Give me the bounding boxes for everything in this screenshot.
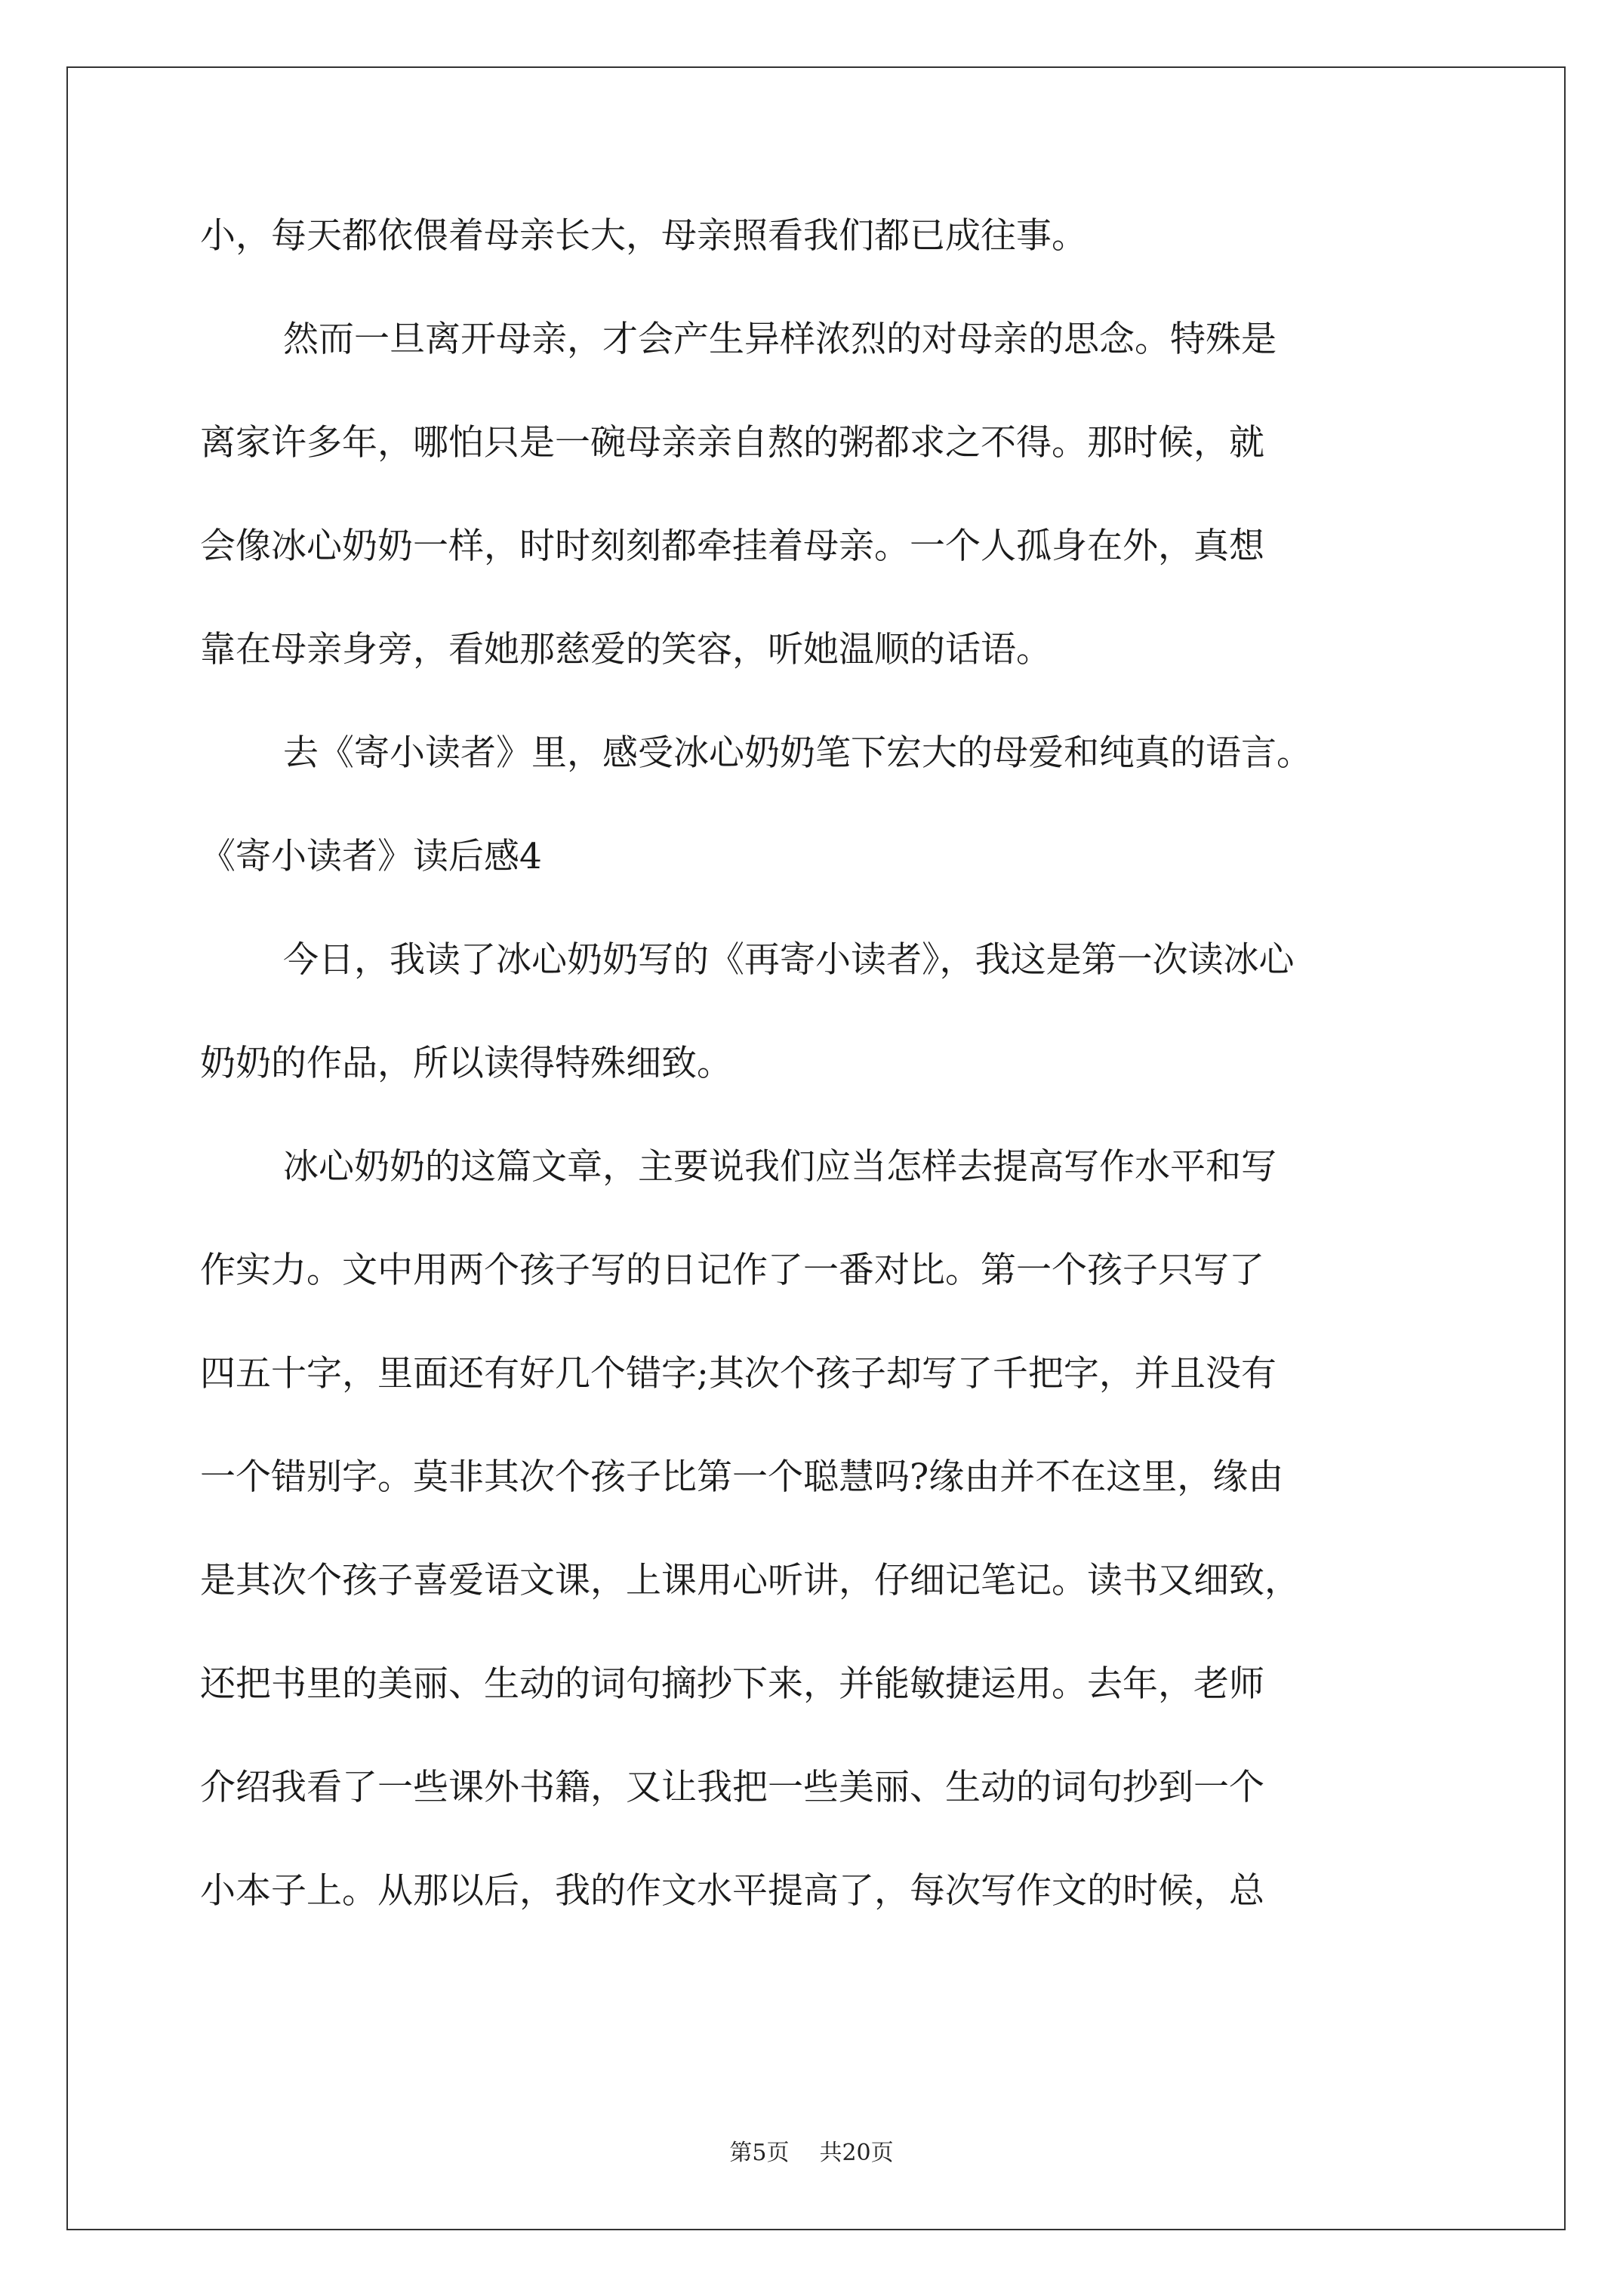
text-line: 一个错别字。莫非其次个孩子比第一个聪慧吗?缘由并不在这里，缘由 [200, 1456, 1284, 1498]
text-line: 作实力。文中用两个孩子写的日记作了一番对比。第一个孩子只写了 [200, 1250, 1264, 1291]
text-line: 介绍我看了一些课外书籍，又让我把一些美丽、生动的词句抄到一个 [200, 1767, 1264, 1808]
text-line: 靠在母亲身旁，看她那慈爱的笑容，听她温顺的话语。 [200, 629, 1052, 670]
page-number: 第5页 [729, 2140, 790, 2166]
text-line: 今日，我读了冰心奶奶写的《再寄小读者》，我这是第一次读冰心 [283, 939, 1295, 981]
page-footer [0, 2138, 1623, 2168]
text-line: 小，每天都依偎着母亲长大，母亲照看我们都已成往事。 [200, 215, 1087, 257]
text-line: 还把书里的美丽、生动的词句摘抄下来，并能敏捷运用。去年，老师 [200, 1663, 1264, 1705]
text-line: 冰心奶奶的这篇文章，主要说我们应当怎样去提高写作水平和写 [283, 1146, 1277, 1188]
text-line: 小本子上。从那以后，我的作文水平提高了，每次写作文的时候，总 [200, 1870, 1264, 1912]
document-body [200, 214, 1438, 1972]
text-line: 离家许多年，哪怕只是一碗母亲亲自熬的粥都求之不得。那时候，就 [200, 422, 1264, 464]
text-line: 去《寄小读者》里，感受冰心奶奶笔下宏大的母爱和纯真的语言。 [283, 732, 1312, 774]
text-line: 会像冰心奶奶一样，时时刻刻都牵挂着母亲。一个人孤身在外，真想 [200, 525, 1264, 567]
text-line: 《寄小读者》读后感4 [200, 836, 542, 877]
page-total: 共20页 [819, 2140, 894, 2166]
text-line: 是其次个孩子喜爱语文课，上课用心听讲，仔细记笔记。读书又细致， [200, 1560, 1300, 1601]
text-line: 然而一旦离开母亲，才会产生异样浓烈的对母亲的思念。特殊是 [283, 319, 1277, 360]
text-line: 四五十字，里面还有好几个错字;其次个孩子却写了千把字，并且没有 [200, 1353, 1277, 1395]
text-line: 奶奶的作品，所以读得特殊细致。 [200, 1043, 732, 1084]
